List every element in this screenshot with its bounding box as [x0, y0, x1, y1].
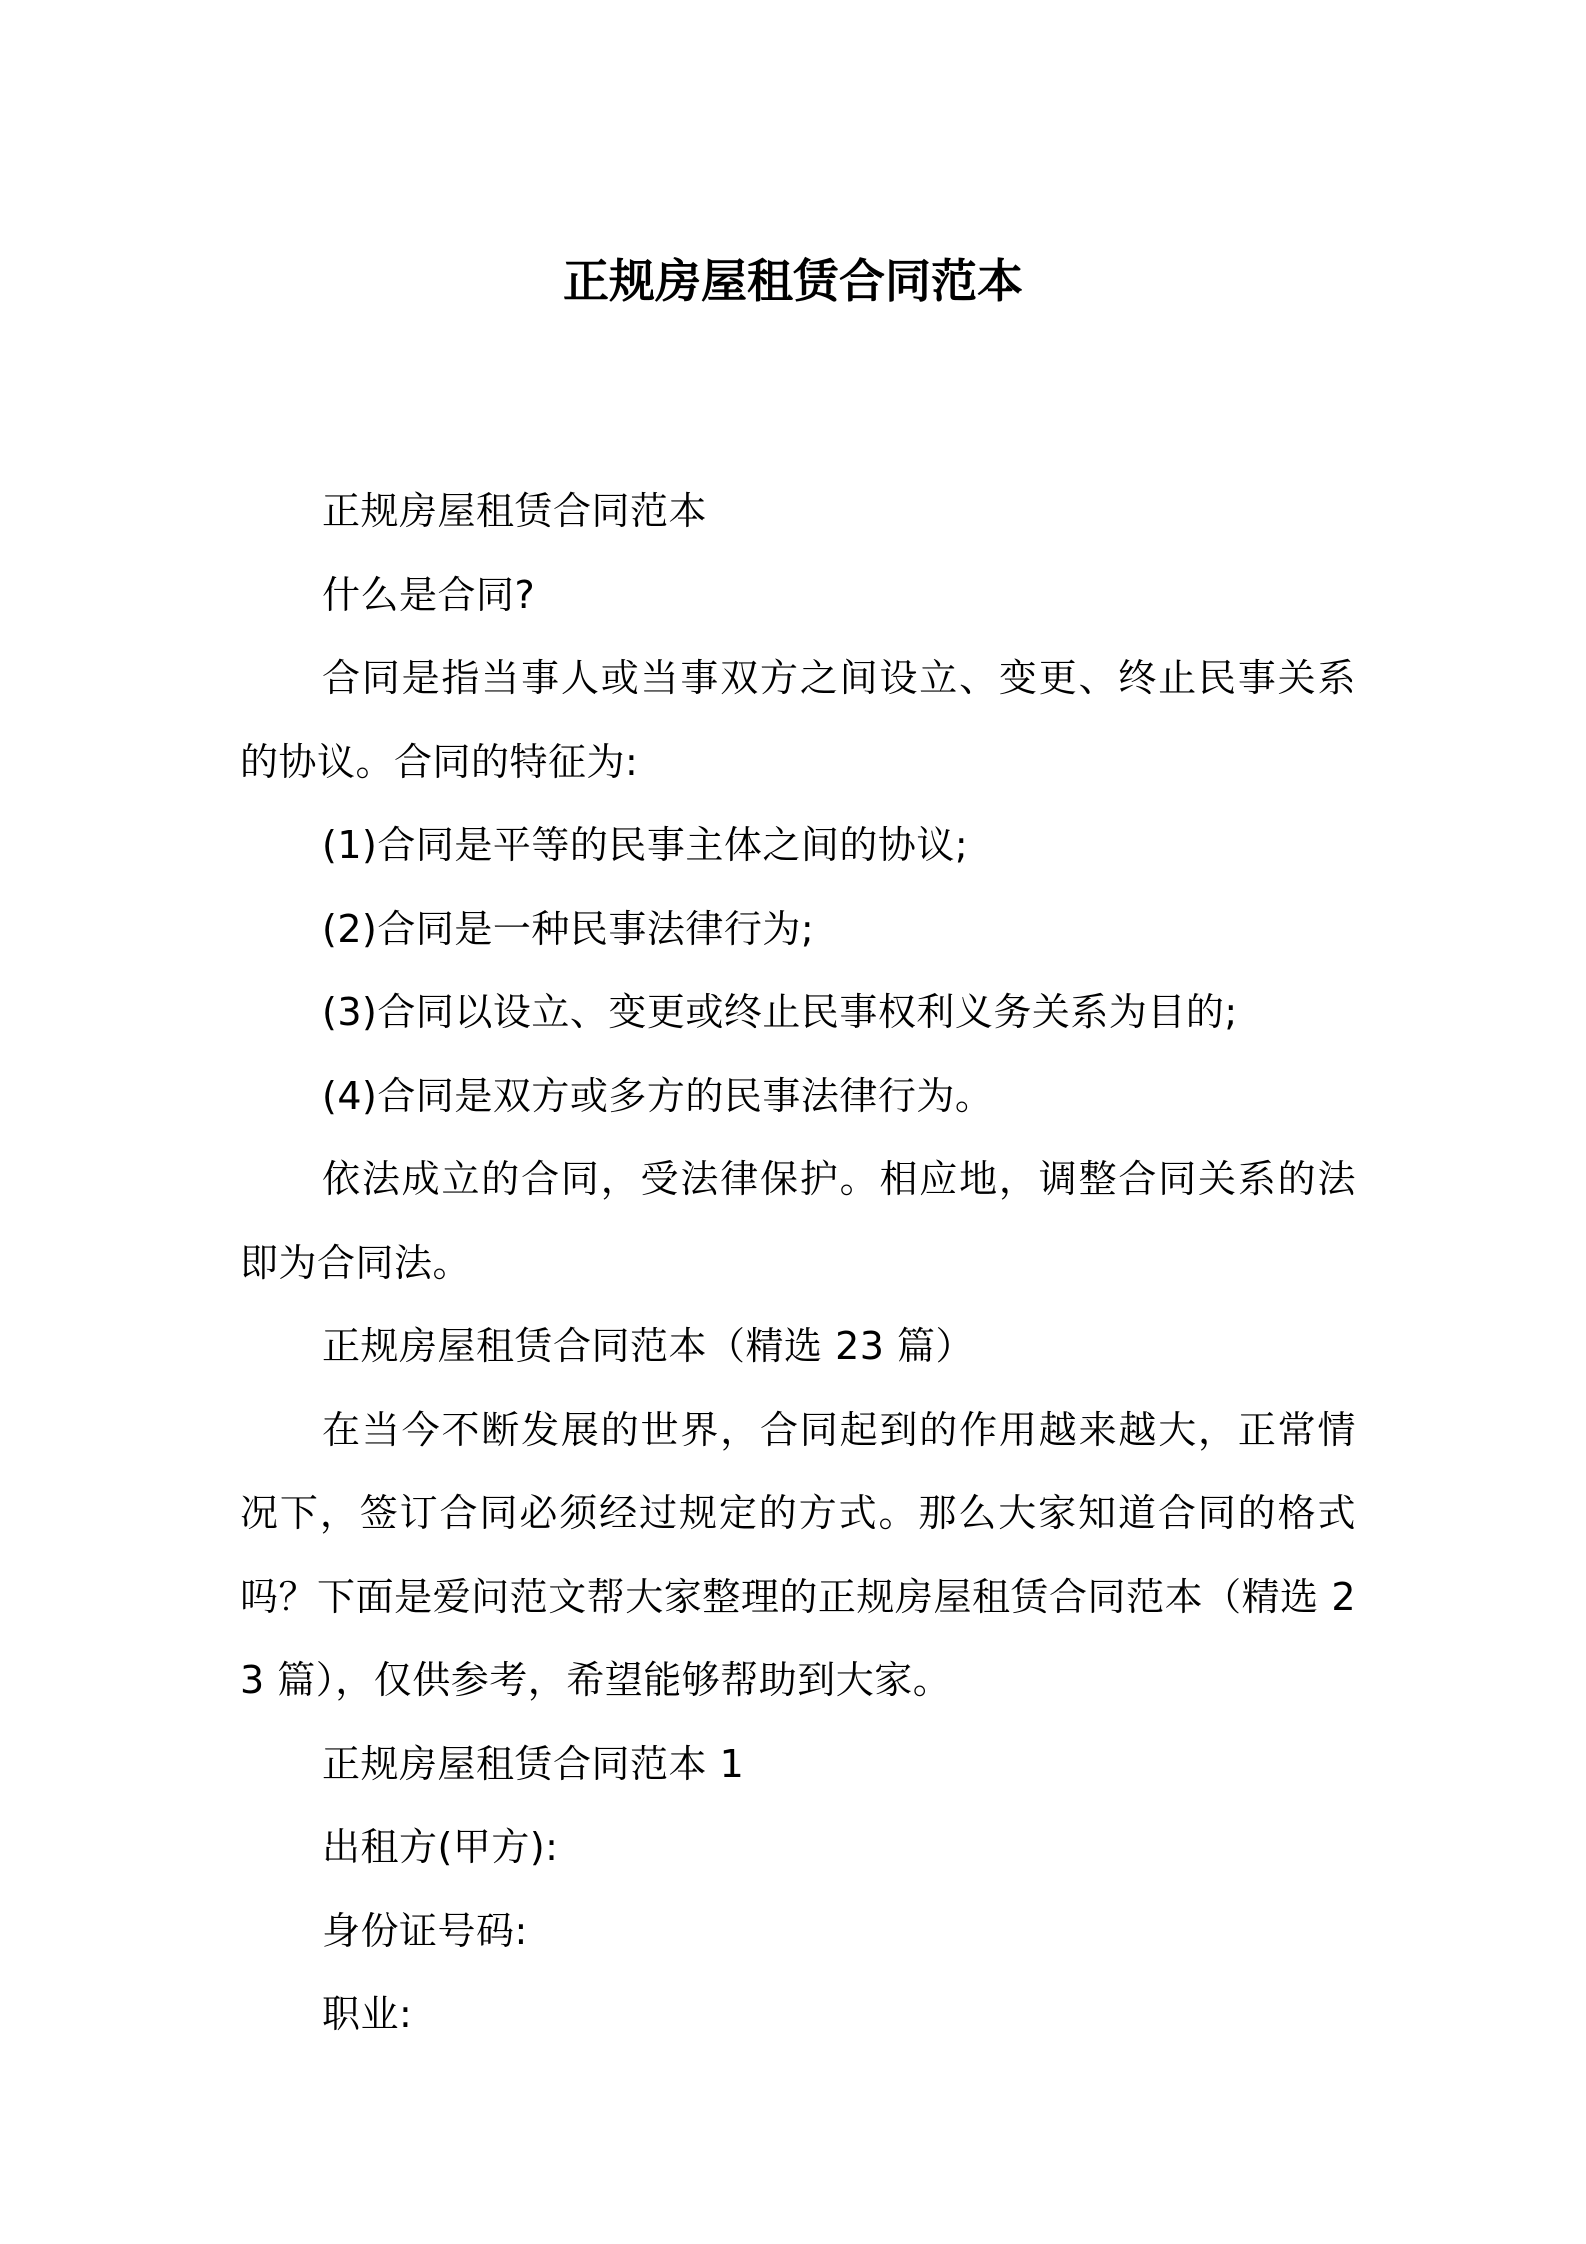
paragraph-feature-1: (1)合同是平等的民事主体之间的协议;	[322, 823, 969, 867]
paragraph-collection-heading: 正规房屋租赁合同范本（精选 23 篇）	[322, 1324, 975, 1368]
paragraph-id-number: 身份证号码:	[322, 1908, 528, 1953]
paragraph-contract-definition: 合同是指当事人或当事双方之间设立、变更、终止民事关系的协议。合同的特征为:	[240, 656, 1356, 784]
paragraph-what-is-contract: 什么是合同?	[322, 572, 536, 617]
paragraph-subtitle: 正规房屋租赁合同范本	[322, 489, 708, 533]
paragraph-feature-3: (3)合同以设立、变更或终止民事权利义务关系为目的;	[322, 990, 1238, 1034]
paragraph-lessor: 出租方(甲方):	[322, 1825, 559, 1869]
paragraph-feature-4: (4)合同是双方或多方的民事法律行为。	[322, 1073, 994, 1118]
paragraph-legal-protection: 依法成立的合同，受法律保护。相应地，调整合同关系的法即为合同法。	[240, 1157, 1356, 1285]
paragraph-introduction: 在当今不断发展的世界，合同起到的作用越来越大，正常情况下，签订合同必须经过规定的方式。那么大家知道合同的格式吗？下面是爱问范文帮大家整理的正规房屋租赁合同范本（精选 23 篇），仅供参考，希望能够帮助到大家。	[240, 1407, 1356, 1702]
document-body	[240, 470, 1356, 2057]
paragraph-sample-1-heading: 正规房屋租赁合同范本 1	[322, 1741, 745, 1786]
paragraph-occupation: 职业:	[322, 1992, 413, 2036]
document-title: 正规房屋租赁合同范本	[563, 254, 1023, 308]
paragraph-feature-2: (2)合同是一种民事法律行为;	[322, 906, 815, 951]
